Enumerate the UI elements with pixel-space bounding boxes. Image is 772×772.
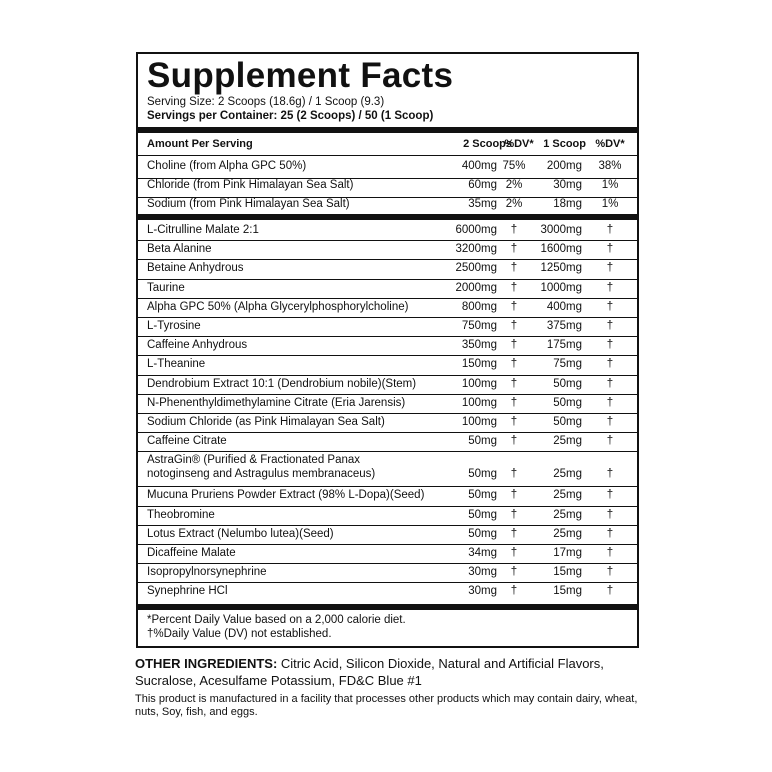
amount-1-scoop: 25mg: [553, 435, 582, 448]
dv-2-scoops: †: [510, 566, 518, 579]
row-divider: [138, 413, 637, 414]
amount-1-scoop: 175mg: [546, 339, 582, 352]
row-divider: [138, 525, 637, 526]
header-divider: [138, 155, 637, 156]
dv-2-scoops: †: [510, 377, 518, 390]
ingredient-name: Choline (from Alpha GPC 50%): [147, 160, 307, 172]
amount-2-scoops: 50mg: [468, 435, 497, 448]
header-1-scoop: 1 Scoop: [543, 138, 586, 150]
amount-1-scoop: 400mg: [546, 300, 582, 313]
dv-1-scoop: †: [606, 566, 614, 579]
amount-2-scoops: 100mg: [461, 377, 497, 390]
dv-1-scoop: †: [606, 468, 614, 481]
amount-2-scoops: 800mg: [461, 300, 497, 313]
dv-2-scoops: †: [510, 320, 518, 332]
ingredient-name: Sodium (from Pink Himalayan Sea Salt): [147, 198, 350, 210]
dv-1-scoop: 1%: [601, 198, 619, 210]
dv-1-scoop: †: [606, 508, 614, 521]
ingredient-name: Dendrobium Extract 10:1 (Dendrobium nobile)(Stem): [147, 377, 417, 390]
dv-1-scoop: †: [606, 416, 614, 428]
amount-1-scoop: 18mg: [553, 198, 582, 210]
dv-2-scoops: †: [510, 435, 518, 448]
dv-1-scoop: †: [606, 527, 614, 540]
amount-1-scoop: 15mg: [553, 585, 582, 598]
amount-2-scoops: 3200mg: [455, 243, 497, 256]
row-divider: [138, 336, 637, 337]
ingredient-name: Sodium Chloride (as Pink Himalayan Sea Salt): [147, 416, 385, 428]
panel-title: Supplement Facts: [147, 56, 454, 95]
dv-2-scoops: †: [510, 396, 518, 409]
row-divider: [138, 394, 637, 395]
amount-2-scoops: 34mg: [468, 547, 497, 559]
row-divider: [138, 432, 637, 433]
dv-1-scoop: †: [606, 320, 614, 332]
ingredient-name: AstraGin® (Purified & Fractionated Panax: [147, 454, 361, 467]
dv-1-scoop: †: [606, 339, 614, 352]
row-divider: [138, 355, 637, 356]
amount-2-scoops: 350mg: [461, 339, 497, 352]
header-dv-2: %DV*: [504, 138, 534, 150]
amount-1-scoop: 25mg: [553, 489, 582, 502]
other-ingredients: [135, 655, 655, 689]
dv-2-scoops: †: [510, 224, 518, 236]
ingredient-name: L-Tyrosine: [147, 320, 201, 332]
amount-2-scoops: 2000mg: [455, 281, 497, 294]
ingredient-name: Caffeine Anhydrous: [147, 339, 248, 352]
dv-1-scoop: †: [606, 281, 614, 294]
ingredient-name: Mucuna Pruriens Powder Extract (98% L-Dopa)(Seed): [147, 489, 425, 502]
amount-1-scoop: 1600mg: [540, 243, 582, 256]
dv-2-scoops: †: [510, 547, 518, 559]
dv-2-scoops: †: [510, 300, 518, 313]
dv-1-scoop: †: [606, 489, 614, 502]
ingredient-name: N-Phenenthyldimethylamine Citrate (Eria Jarensis): [147, 396, 406, 409]
dv-2-scoops: 75%: [502, 160, 526, 172]
amount-1-scoop: 50mg: [553, 396, 582, 409]
footnote-daily-value: *Percent Daily Value based on a 2,000 calorie diet.: [147, 614, 406, 626]
dv-2-scoops: 2%: [505, 179, 523, 191]
dv-2-scoops: †: [510, 468, 518, 481]
amount-2-scoops: 35mg: [468, 198, 497, 210]
amount-2-scoops: 100mg: [461, 416, 497, 428]
dv-2-scoops: †: [510, 339, 518, 352]
facility-warning: This product is manufactured in a facility that processes other products which may contain dairy, wheat, nuts, Soy, fish, and eggs.: [135, 693, 638, 718]
dv-1-scoop: †: [606, 300, 614, 313]
dv-2-scoops: †: [510, 262, 518, 275]
dv-1-scoop: †: [606, 377, 614, 390]
row-divider: [138, 259, 637, 260]
ingredient-name: Taurine: [147, 281, 185, 294]
amount-2-scoops: 6000mg: [455, 224, 497, 236]
dv-1-scoop: 1%: [601, 179, 619, 191]
dv-1-scoop: †: [606, 224, 614, 236]
dv-2-scoops: †: [510, 527, 518, 540]
header-2-scoops: 2 Scoops: [463, 138, 512, 150]
dv-2-scoops: †: [510, 489, 518, 502]
row-divider: [138, 451, 637, 452]
ingredient-name-line2: notoginseng and Astragulus membranaceus): [147, 468, 376, 481]
ingredient-name: Caffeine Citrate: [147, 435, 227, 448]
dv-1-scoop: †: [606, 243, 614, 256]
amount-1-scoop: 1000mg: [540, 281, 582, 294]
row-divider: [138, 506, 637, 507]
amount-2-scoops: 750mg: [461, 320, 497, 332]
amount-2-scoops: 30mg: [468, 585, 497, 598]
amount-1-scoop: 375mg: [546, 320, 582, 332]
dv-1-scoop: †: [606, 358, 614, 371]
amount-2-scoops: 100mg: [461, 396, 497, 409]
amount-1-scoop: 50mg: [553, 377, 582, 390]
thick-divider: [138, 604, 637, 610]
amount-1-scoop: 25mg: [553, 527, 582, 540]
ingredient-name: Betaine Anhydrous: [147, 262, 244, 275]
dv-1-scoop: †: [606, 262, 614, 275]
header-dv-1: %DV*: [595, 138, 625, 150]
amount-1-scoop: 200mg: [546, 160, 582, 172]
servings-per-container: Servings per Container: 25 (2 Scoops) / 50 (1 Scoop): [147, 110, 434, 122]
amount-2-scoops: 30mg: [468, 566, 497, 579]
amount-1-scoop: 25mg: [553, 468, 582, 481]
dv-1-scoop: 38%: [598, 160, 622, 172]
amount-2-scoops: 50mg: [468, 508, 497, 521]
ingredient-name: Synephrine HCl: [147, 585, 228, 598]
serving-size: Serving Size: 2 Scoops (18.6g) / 1 Scoop (9.3): [147, 96, 385, 108]
amount-1-scoop: 15mg: [553, 566, 582, 579]
row-divider: [138, 563, 637, 564]
row-divider: [138, 279, 637, 280]
dv-2-scoops: 2%: [505, 198, 523, 210]
row-divider: [138, 582, 637, 583]
amount-1-scoop: 17mg: [553, 547, 582, 559]
row-divider: [138, 298, 637, 299]
dv-1-scoop: †: [606, 435, 614, 448]
row-divider: [138, 240, 637, 241]
supplement-facts-panel: [136, 52, 639, 648]
dv-1-scoop: †: [606, 396, 614, 409]
ingredient-name: L-Theanine: [147, 358, 206, 371]
amount-1-scoop: 25mg: [553, 508, 582, 521]
amount-2-scoops: 50mg: [468, 527, 497, 540]
amount-2-scoops: 50mg: [468, 489, 497, 502]
dv-2-scoops: †: [510, 508, 518, 521]
amount-2-scoops: 60mg: [468, 179, 497, 191]
row-divider: [138, 486, 637, 487]
amount-2-scoops: 150mg: [461, 358, 497, 371]
amount-2-scoops: 400mg: [461, 160, 497, 172]
amount-1-scoop: 50mg: [553, 416, 582, 428]
row-divider: [138, 544, 637, 545]
thick-divider: [138, 127, 637, 133]
row-divider: [138, 375, 637, 376]
footnote-not-established: †%Daily Value (DV) not established.: [147, 628, 332, 640]
amount-1-scoop: 1250mg: [540, 262, 582, 275]
dv-1-scoop: †: [606, 547, 614, 559]
ingredient-name: Chloride (from Pink Himalayan Sea Salt): [147, 179, 354, 191]
amount-2-scoops: 2500mg: [455, 262, 497, 275]
dv-2-scoops: †: [510, 281, 518, 294]
dv-1-scoop: †: [606, 585, 614, 598]
dv-2-scoops: †: [510, 243, 518, 256]
thick-divider: [138, 214, 637, 220]
other-ingredients-text: Citric Acid, Silicon Dioxide, Natural and Artificial Flavors, Sucralose, Acesulfame Potassium, FD&C Blue #1: [135, 656, 604, 688]
dv-2-scoops: †: [510, 416, 518, 428]
dv-2-scoops: †: [510, 358, 518, 371]
ingredient-name: Lotus Extract (Nelumbo lutea)(Seed): [147, 527, 334, 540]
amount-1-scoop: 75mg: [553, 358, 582, 371]
other-ingredients-label: OTHER INGREDIENTS:: [135, 656, 278, 671]
ingredient-name: Isopropylnorsynephrine: [147, 566, 267, 579]
dv-2-scoops: †: [510, 585, 518, 598]
ingredient-name: Theobromine: [147, 508, 215, 521]
amount-1-scoop: 30mg: [553, 179, 582, 191]
amount-2-scoops: 50mg: [468, 468, 497, 481]
ingredient-name: Beta Alanine: [147, 243, 212, 256]
ingredient-name: L-Citrulline Malate 2:1: [147, 224, 259, 236]
ingredient-name: Dicaffeine Malate: [147, 547, 236, 559]
amount-1-scoop: 3000mg: [540, 224, 582, 236]
header-amount-per-serving: Amount Per Serving: [147, 138, 253, 150]
row-divider: [138, 317, 637, 318]
ingredient-name: Alpha GPC 50% (Alpha Glycerylphosphorylcholine): [147, 300, 409, 313]
